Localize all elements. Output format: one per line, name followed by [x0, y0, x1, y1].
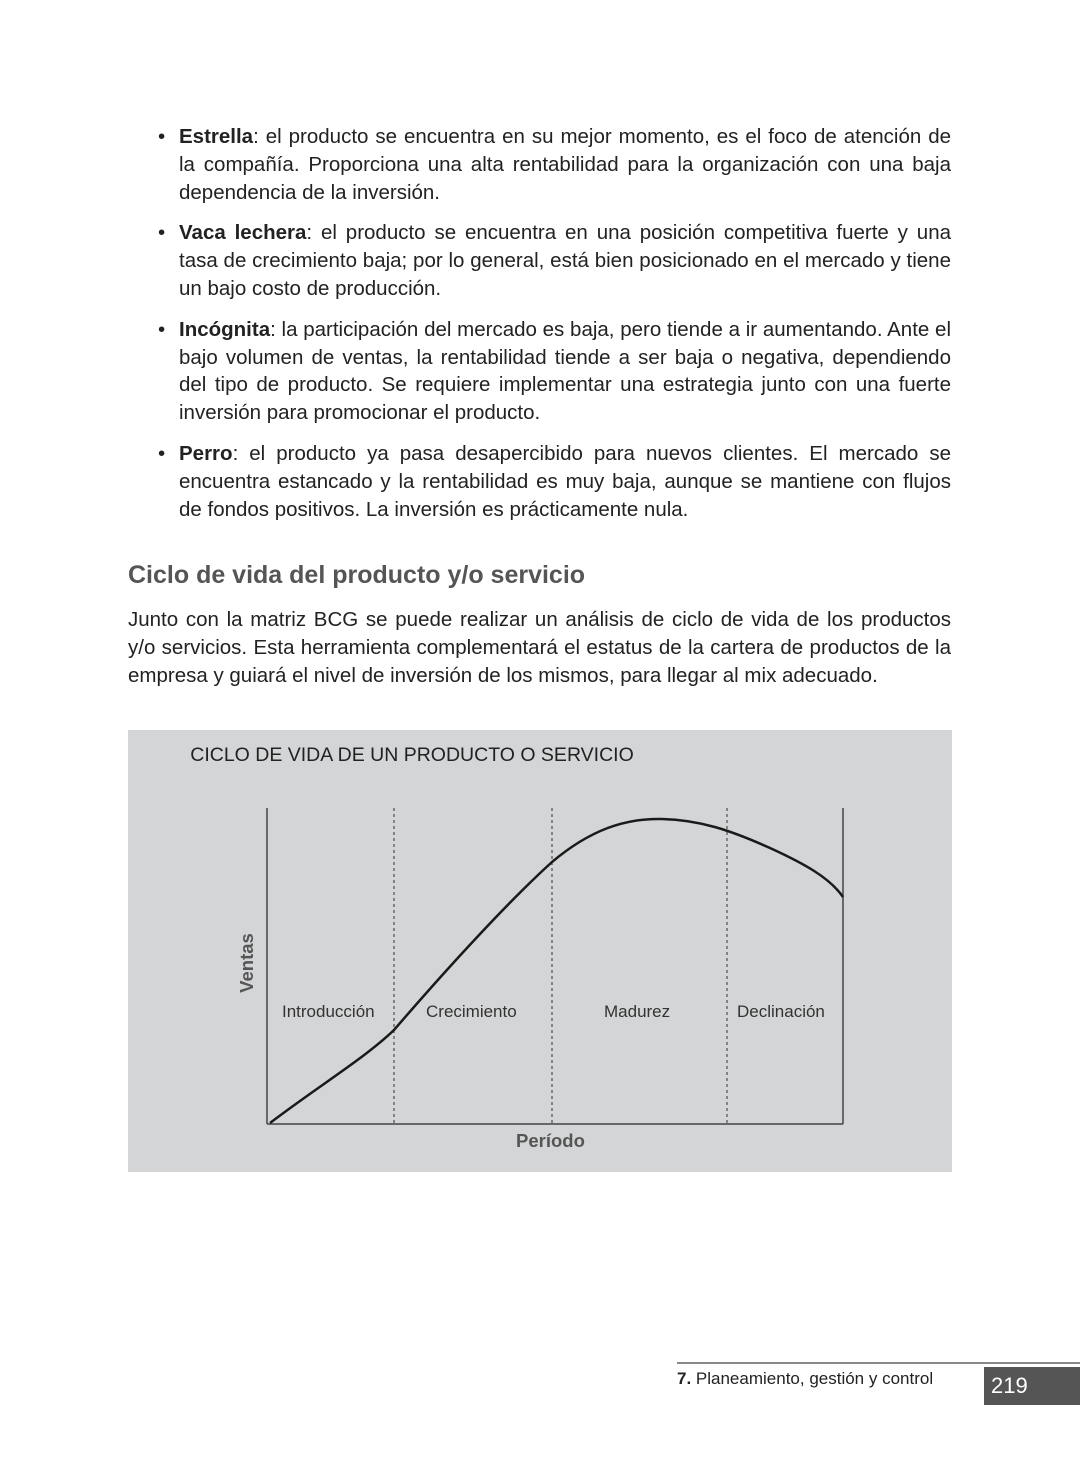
figure-title: CICLO DE VIDA DE UN PRODUCTO O SERVICIO [190, 744, 634, 766]
bullet-term: Vaca lechera [179, 221, 307, 245]
y-axis-label: Ventas [236, 933, 257, 993]
bullet-incognita [179, 316, 951, 427]
x-axis-label: Período [516, 1130, 585, 1151]
page-number: 219 [984, 1367, 1080, 1405]
stage-label-crecimiento: Crecimiento [426, 1002, 517, 1021]
bcg-bullet-list [179, 123, 951, 536]
stage-label-madurez: Madurez [604, 1002, 671, 1021]
chapter-title: Planeamiento, gestión y control [691, 1369, 934, 1388]
bullet-text: : el producto ya pasa desapercibido para nuevos clientes. El mercado se encuentra estancado y la rentabilidad es muy baja, aunque se mantiene con flujos de fondos positivos. La inversión es prácticamente nula. [179, 441, 951, 521]
bullet-term: Incógnita [179, 317, 271, 341]
stage-label-declinacion: Declinación [737, 1002, 825, 1021]
bullet-term: Estrella [179, 125, 254, 148]
bullet-text: : el producto se encuentra en una posición competitiva fuerte y una tasa de crecimiento baja; por lo general, está bien posicionado en el mercado y tiene un bajo costo de producción. [179, 221, 951, 300]
bullet-estrella [179, 123, 951, 206]
bullet-text: : el producto se encuentra en su mejor momento, es el foco de atención de la compañía. Proporciona una alta rentabilidad para la organización con una baja dependencia de la inversión. [179, 125, 951, 204]
stage-label-introduccion: Introducción [282, 1002, 375, 1021]
section-heading: Ciclo de vida del producto y/o servicio [128, 561, 586, 589]
footer-chapter [677, 1369, 933, 1389]
bullet-text: : la participación del mercado es baja, pero tiende a ir aumentando. Ante el bajo volumen de ventas, la rentabilidad tiende a ser baja o negativa, dependiendo del tipo de producto. Se requiere implementar una estrategia junto con una fuerte inversión para promocionar el producto. [179, 317, 951, 425]
sales-curve [270, 819, 843, 1123]
bullet-perro [179, 440, 951, 523]
bullet-term: Perro [179, 441, 233, 465]
footer-rule [677, 1362, 1080, 1364]
bullet-vaca-lechera [179, 219, 951, 302]
section-paragraph: Junto con la matriz BCG se puede realizar un análisis de ciclo de vida de los productos y/o servicios. Esta herramienta complementará el estatus de la cartera de productos de la empresa y guiará el nivel de inversión de los mismos, para llegar al mix adecuado. [128, 608, 951, 687]
chapter-number: 7. [677, 1369, 692, 1388]
